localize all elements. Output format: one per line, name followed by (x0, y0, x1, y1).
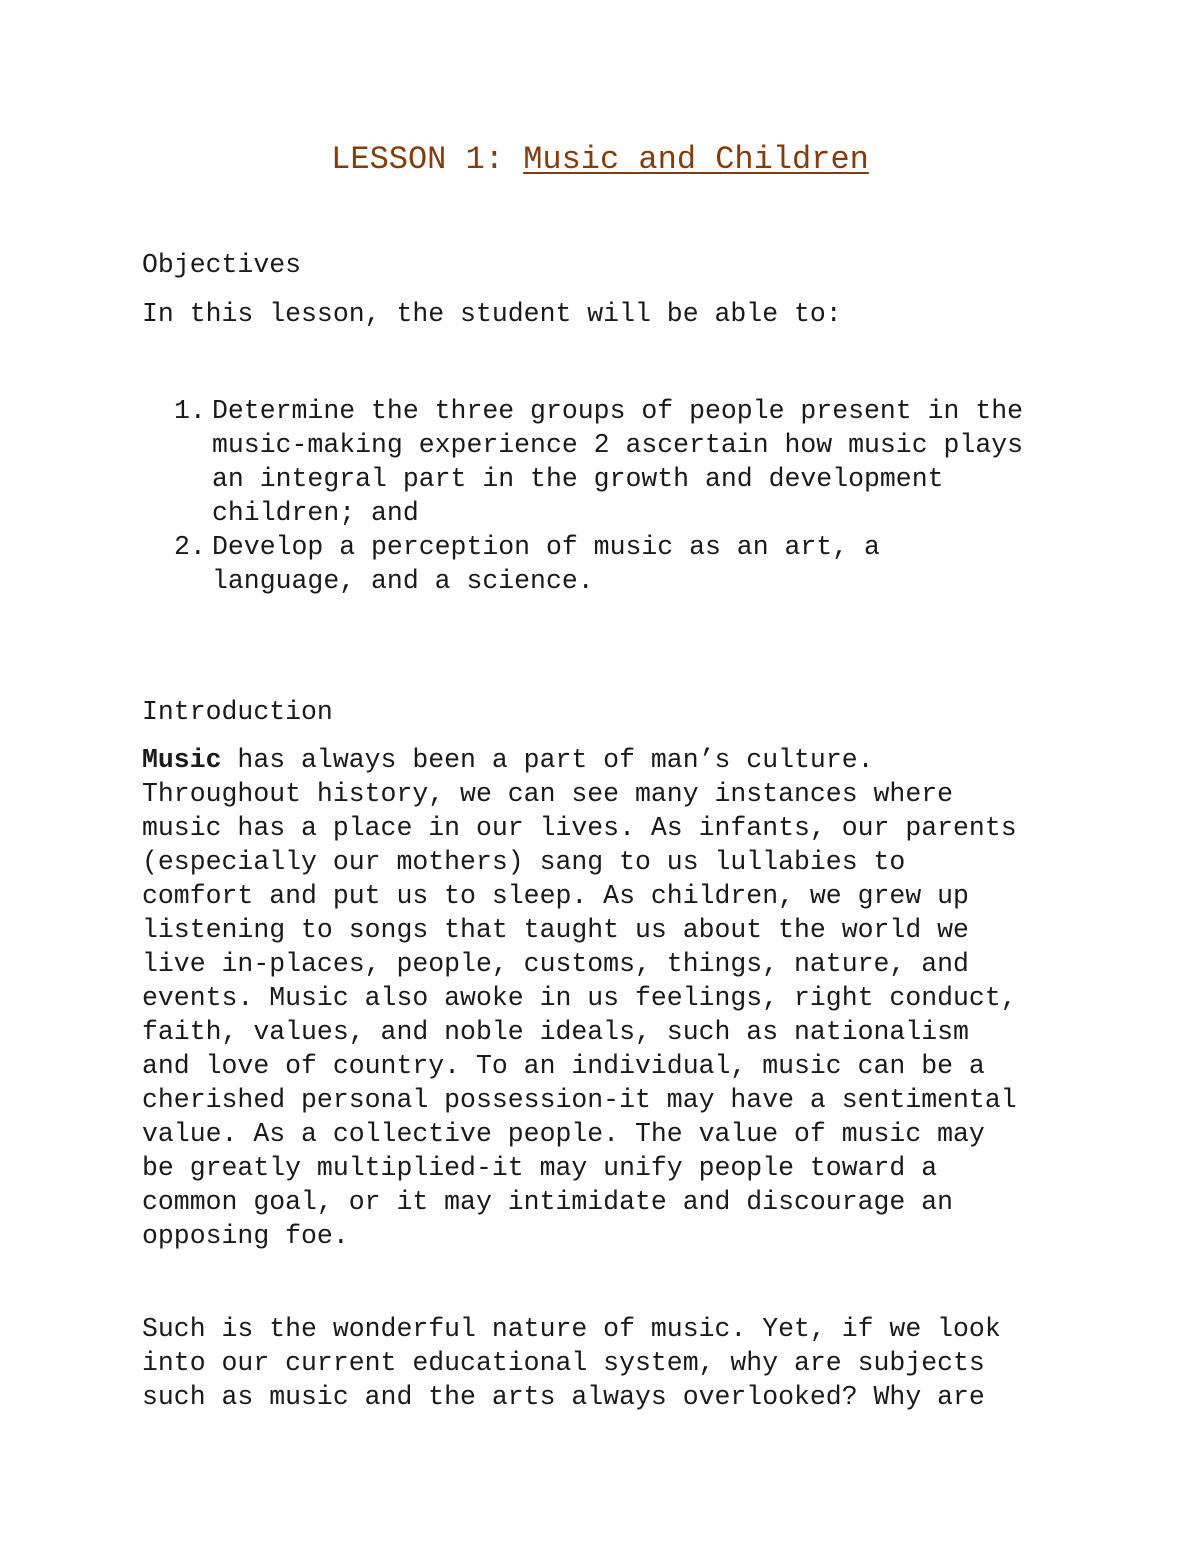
lesson-title-prefix: LESSON 1: (331, 141, 524, 178)
objective-item (142, 394, 1062, 530)
objective-item (142, 530, 1062, 598)
lesson-title (0, 138, 1200, 182)
introduction-heading: Introduction (142, 697, 333, 727)
objectives-list (142, 394, 1062, 598)
introduction-bold-term: Music (142, 745, 222, 775)
objectives-intro: In this lesson, the student will be able to: (142, 299, 842, 329)
objective-text: Determine the three groups of people present in the music-making experience 2 ascertain how music plays an integral part in the growth and development children; and (212, 396, 1024, 528)
introduction-paragraph-2: Such is the wonderful nature of music. Yet, if we look into our current educational system, why are subjects such as music and the arts always overlooked? Why are (142, 1314, 1001, 1412)
introduction-paragraph-1-text: has always been a part of man’s culture. Throughout history, we can see many instances where music has a place in our lives. As infants, our parents (especially our mothers) sang to us lullabies to comfort and put us to sleep. As children, we grew up listening to songs that taught us about the world we live in-places, people, customs, things, nature, and events. Music also awoke in us feelings, right conduct, faith, values, and noble ideals, such as nationalism and love of country. To an individual, music can be a cherished personal possession-it may have a sentimental value. As a collective people. The value of music may be greatly multiplied-it may unify people toward a common goal, or it may intimidate and discourage an opposing foe. (142, 745, 1017, 1251)
objective-text: Develop a perception of music as an art, a language, and a science. (212, 532, 880, 596)
objective-number: 1. (174, 396, 206, 426)
introduction-paragraph-1 (142, 743, 1062, 1253)
lesson-title-topic: Music and Children (523, 141, 869, 178)
objective-number: 2. (174, 532, 206, 562)
objectives-heading: Objectives (142, 250, 302, 280)
